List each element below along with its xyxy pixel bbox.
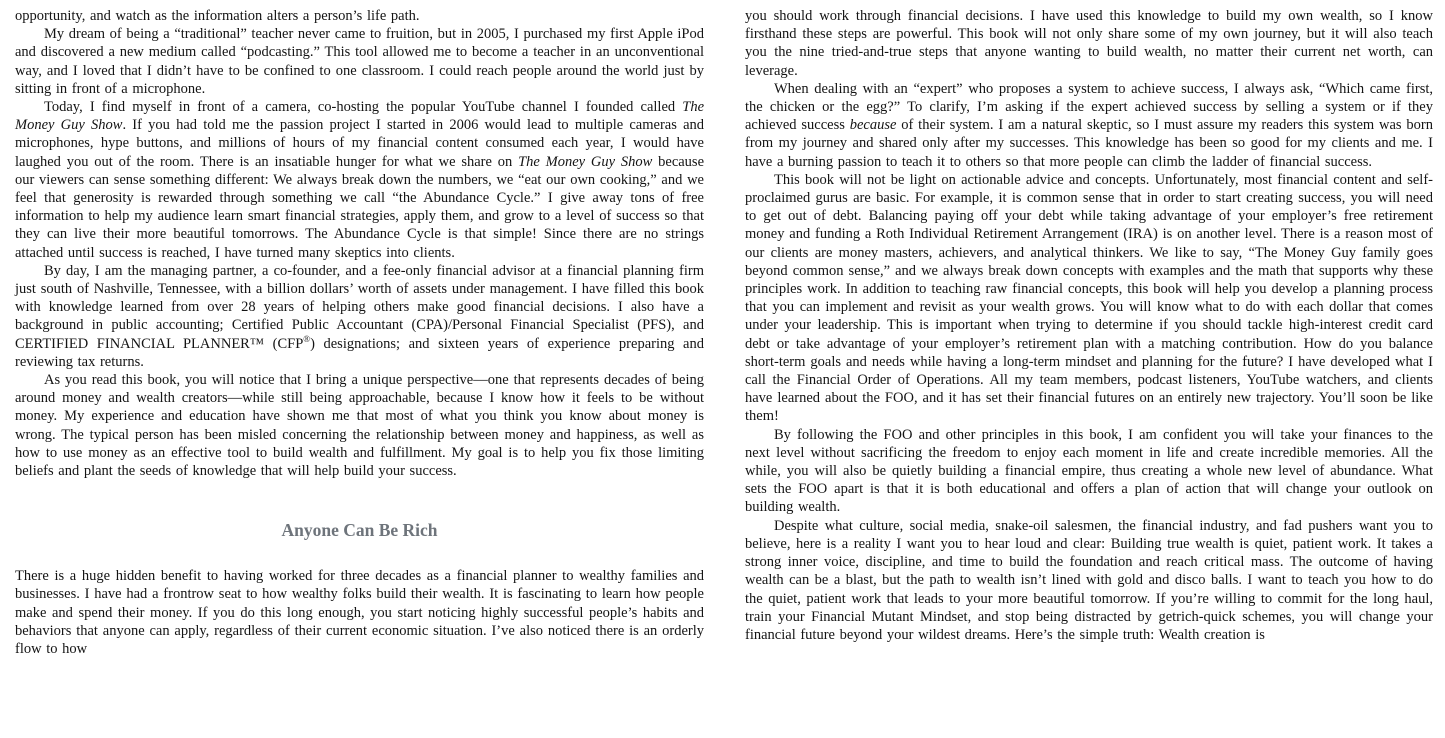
text-run: you should work through financial decisions. I have used this knowledge to build my own wealth, so I know firsthand these steps are powerful. This book will not only share some of my own journey, but it will also teach you the nine tried-and-true steps that anyone wanting to build wealth, no matter their current net worth, can leverage. [745, 8, 1433, 79]
text-run: Today, I find myself in front of a camera, co-hosting the popular YouTube channel I founded called [44, 99, 683, 116]
italic-text: because [849, 117, 897, 134]
paragraph [745, 426, 1433, 517]
left-page [15, 7, 704, 658]
paragraph [745, 7, 1433, 80]
right-page [745, 7, 1433, 644]
text-run: When dealing with an “expert” who proposes a system to achieve success, I always ask, “Which came first, the chicken or the egg?” To clarify, I’m asking if the expert achieved success by selling a system or if they achieved success [745, 80, 1433, 134]
paragraph [745, 517, 1433, 644]
paragraph [15, 7, 704, 25]
italic-text: The Money Guy Show [518, 153, 653, 170]
paragraph [15, 98, 704, 262]
text-run: There is a huge hidden benefit to having worked for three decades as a financial planner to wealthy families and businesses. I have had a frontrow seat to how wealthy folks build their wealth. It is fascinating to learn how people make and spend their money. If you do this long enough, you start noticing highly successful people’s habits and behaviors that anyone can apply, regardless of their current economic situation. I’ve also noticed there is an orderly flow to how [15, 568, 704, 658]
text-run: of their system. I am a natural skeptic, so I must assure my readers this system was born from my journey and shared only after my successes. This knowledge has been so good for my clients and me. I have a burning passion to teach it to others so that more people can climb the ladder of financial success. [745, 117, 1433, 170]
paragraph [15, 262, 704, 371]
superscript-text: ® [303, 333, 311, 344]
text-run: This book will not be light on actionable advice and concepts. Unfortunately, most financial content and self-proclaimed gurus are basic. For example, it is common sense that in order to start creating success, you will need to get out of debt. Balancing paying off your debt while taking advantage of your employer’s free retirement money and funding a Roth Individual Retirement Arrangement (IRA) is on another level. There is a reason most of our clients are money masters, achievers, and analytical thinkers. We like to say, “The Money Guy family goes beyond common sense,” and we always break down concepts with examples and the math that supports why these principles work. In addition to teaching raw financial concepts, this book will help you develop a planning process that you can implement and revisit as your wealth grows. You will know what to do with each dollar that comes under your leadership. This is important when trying to determine if you should tackle high-interest credit card debt or take advantage of your employer’s retirement plan with a matching contribution. How do you balance short-term goals and needs while having a long-term mindset and planning for the future? I have developed what I call the Financial Order of Operations. All my team members, podcast listeners, YouTube watchers, and clients have learned about the FOO, and it has set their financial futures on an entirely new trajectory. You’ll soon be like them! [745, 171, 1433, 425]
text-run: Anyone Can Be Rich [281, 520, 438, 541]
text-run: Despite what culture, social media, snake-oil salesmen, the financial industry, and fad pushers want you to believe, here is a reality I want you to hear loud and clear: Building true wealth is quiet, patient work. It takes a strong inner voice, discipline, and time to build the foundation and reach critical mass. The outcome of having wealth can be a blast, but the path to wealth isn’t lined with gold and disco balls. I want to teach you how to do the quiet, patient work that leads to your more beautiful tomorrow. If you’re willing to commit for the long haul, train your Financial Mutant Mindset, and stop being distracted by getrich-quick schemes, you will change your financial future beyond your wildest dreams. Here’s the simple truth: Wealth creation is [745, 517, 1433, 643]
text-run: opportunity, and watch as the information alters a person’s life path. [15, 8, 420, 24]
italic-text: The Money Guy Show [15, 99, 704, 134]
section-heading [15, 520, 704, 540]
paragraph [745, 171, 1433, 426]
text-run: By day, I am the managing partner, a co-founder, and a fee-only financial advisor at a financial planning firm just south of Nashville, Tennessee, with a billion dollars’ worth of assets under management. I have filled this book with knowledge learned from over 28 years of helping others make good financial decisions. I also have a background in public accounting; Certified Public Accountant (CPA)/Personal Financial Specialist (PFS), and CERTIFIED FINANCIAL PLANNER™ (CFP [15, 262, 704, 352]
paragraph [15, 371, 704, 480]
text-run: By following the FOO and other principles in this book, I am confident you will take your finances to the next level without sacrificing the freedom to enjoy each moment in life and create incredible memories. All the while, you will also be quietly building a financial empire, thus creating a whole new level of abundance. What sets the FOO apart is that it is both educational and offers a plan of action that will change your outlook on building wealth. [745, 426, 1433, 516]
text-run: because our viewers can sense something different: We always break down the numbers, we “eat our own cooking,” and we feel that generosity is rewarded through something we call “the Abundance Cycle.” I give away tons of free information to help my audience learn smart financial strategies, apply them, and grow to a level of success so that they can live their more beautiful tomorrows. The Abundance Cycle is that simple! Since there are no strings attached until success is reached, I have turned many skeptics into clients. [15, 153, 705, 261]
text-run: . If you had told me the passion project I started in 2006 would lead to multiple cameras and microphones, hype buttons, and millions of hours of my financial content consumed each year, I would have laughed you out of the room. There is an insatiable hunger for what we share on [15, 117, 704, 170]
text-run: ) designations; and sixteen years of experience preparing and reviewing tax returns. [15, 335, 704, 370]
paragraph [15, 567, 704, 658]
paragraph [745, 80, 1433, 171]
paragraph [15, 25, 704, 98]
text-run: My dream of being a “traditional” teacher never came to fruition, but in 2005, I purchased my first Apple iPod and discovered a new medium called “podcasting.” This tool allowed me to become a teacher in an unconventional way, and I loved that I didn’t have to be confined to one classroom. I could reach people around the world just by sitting in front of a microphone. [15, 26, 704, 97]
text-run: As you read this book, you will notice that I bring a unique perspective—one that represents decades of being around money and wealth creators—while still being approachable, because I know how it feels to be without money. My experience and education have shown me that most of what you think you know about money is wrong. The typical person has been misled concerning the relationship between money and happiness, as well as how to use money as an effective tool to build wealth and fulfillment. My goal is to help you fix those limiting beliefs and plant the seeds of knowledge that will help build your success. [15, 372, 704, 480]
